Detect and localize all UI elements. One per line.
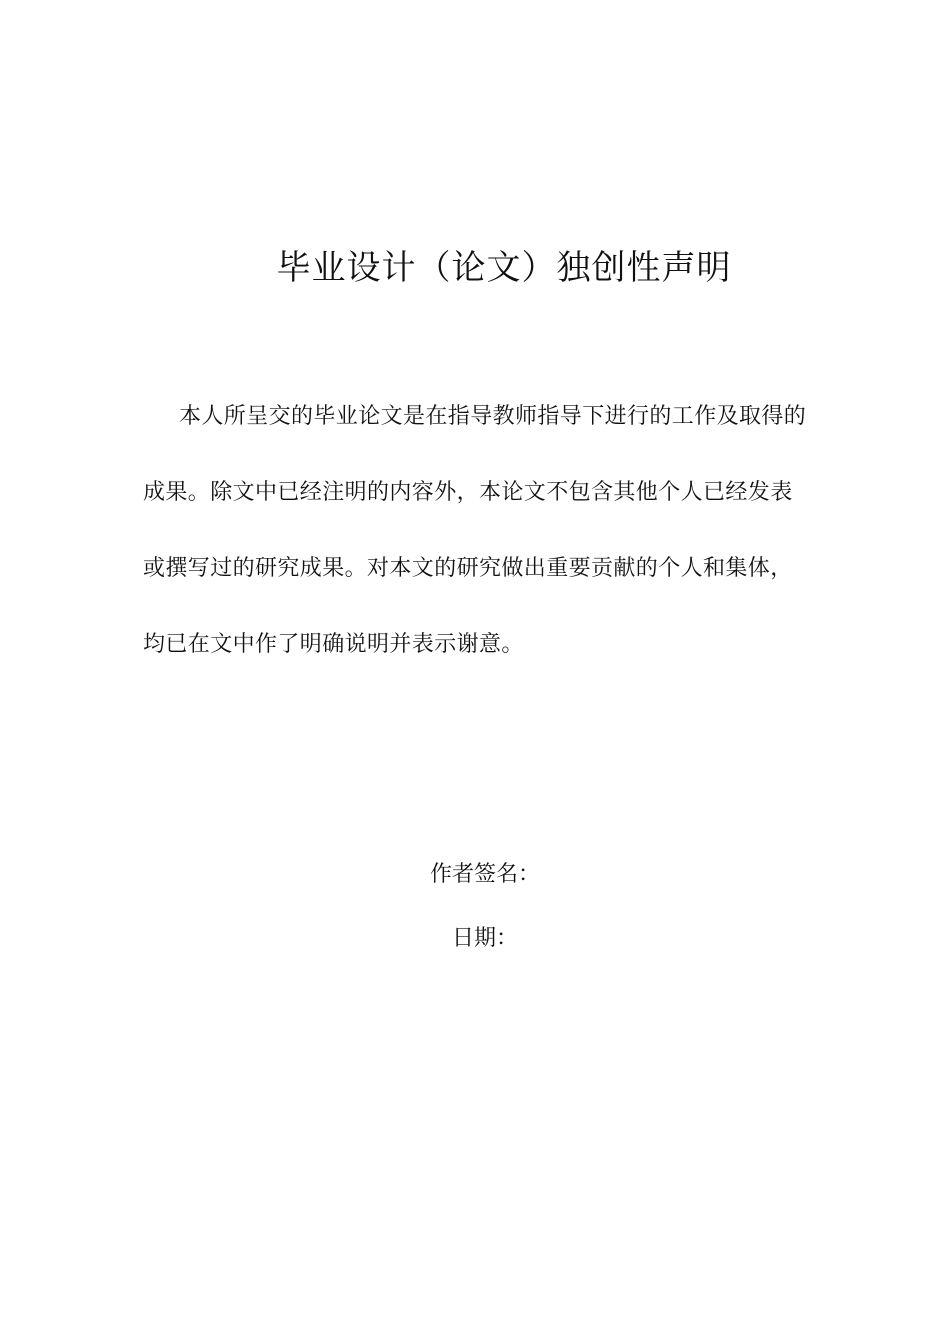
author-signature-label: 作者签名：	[429, 862, 540, 887]
paragraph-line: 均已在文中作了明确说明并表示谢意。	[143, 632, 524, 657]
document-title: 毕业设计（论文）独创性声明	[276, 248, 732, 288]
declaration-paragraph	[143, 379, 813, 683]
date-label: 日期：	[451, 926, 518, 951]
paragraph-line: 本人所呈交的毕业论文是在指导教师指导下进行的工作及取得的	[179, 404, 807, 429]
paragraph-line: 成果。除文中已经注明的内容外，本论文不包含其他个人已经发表	[143, 480, 793, 505]
paragraph-line: 或撰写过的研究成果。对本文的研究做出重要贡献的个人和集体，	[143, 556, 793, 581]
